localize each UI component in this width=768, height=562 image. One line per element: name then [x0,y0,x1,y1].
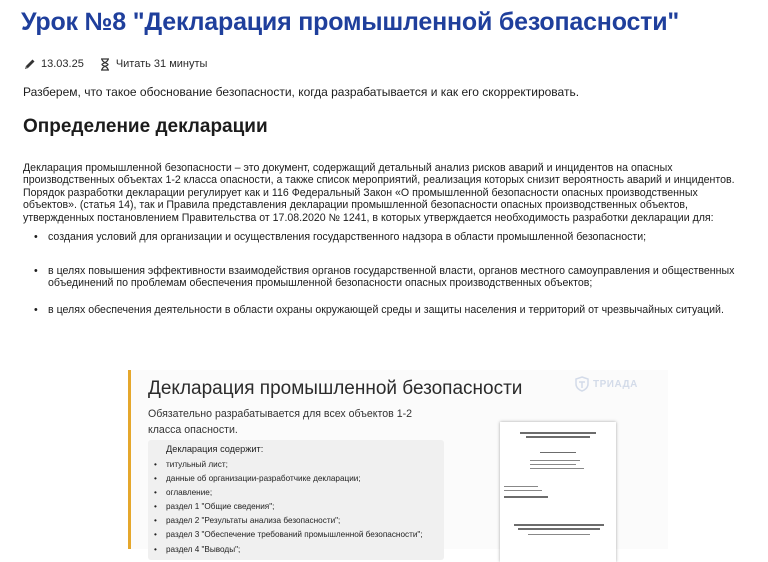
bullet-icon: • [34,231,38,243]
definition-paragraph [23,162,753,224]
slide-subtitle [148,406,412,438]
bullet-icon: • [34,265,38,277]
document-thumbnail [500,422,616,562]
paragraph-line: производственных объектах 1-2 класса опасности, а также список мероприятий, реализация которых снизит вероятность аварий и инцидентов. [23,174,735,187]
contents-item: • раздел 3 "Обеспечение требований промышленной безопасности"; [154,528,423,542]
date-meta [23,57,84,71]
contents-list [154,458,423,557]
read-time-text: Читать 31 минуты [115,58,208,70]
bullet-icon: • [34,304,38,316]
contents-item: • раздел 4 "Выводы"; [154,543,423,557]
contents-item: • данные об организации-разработчике декларации; [154,472,423,486]
shield-icon [574,376,590,392]
logo-text: ТРИАДА [593,378,638,390]
lead-text: Разберем, что такое обоснование безопасности, когда разрабатывается и как его скорректировать. [23,85,580,99]
paragraph-line: утвержденных постановлением Правительства от 17.08.2020 № 1241, в которых утверждается необходимость разработки декларации для: [23,211,714,224]
date-text: 13.03.25 [41,58,84,70]
paragraph-line: объектов». (статья 14), так и Правила представления декларации промышленной безопасности опасных производственных объектов, [23,199,688,212]
list-item [34,231,646,243]
slide-subtitle-line: Обязательно разрабатывается для всех объектов 1-2 [148,408,413,420]
contents-item: • оглавление; [154,486,423,500]
paragraph-line: Порядок разработки декларации регулирует как и 116 Федеральный Закон «О промышленной безопасности опасных производственных [23,186,698,199]
slide-subtitle-line: класса опасности. [148,424,238,436]
slide-accent-bar [128,370,131,549]
read-time-meta [98,57,208,71]
contents-heading: Декларация содержит: [166,444,264,454]
list-item [34,304,724,316]
declaration-slide-image [128,370,668,554]
list-item-text: создания условий для организации и осуществления государственного надзора в области промышленной безопасности; [48,231,647,243]
article-meta [23,57,221,71]
contents-item: • раздел 1 "Общие сведения"; [154,500,423,514]
triada-logo [574,376,638,392]
contents-box [148,440,444,560]
contents-item: • раздел 2 "Результаты анализа безопасности"; [154,514,423,528]
list-item-text: объединений по проблемам обеспечения промышленной безопасности опасных производственных объектов; [48,277,593,290]
list-item-text: в целях повышения эффективности взаимодействия органов государственной власти, органов местного самоуправления и общественных [48,265,735,277]
section-heading: Определение декларации [23,116,268,137]
paragraph-line: Декларация промышленной безопасности – это документ, содержащий детальный анализ рисков аварий и инцидентов на опасных [23,162,673,174]
list-item [34,265,734,290]
hourglass-icon [98,57,112,71]
slide-title: Декларация промышленной безопасности [148,378,523,399]
contents-item: • титульный лист; [154,458,423,472]
list-item-text: в целях обеспечения деятельности в области охраны окружающей среды и защиты населения и территорий от чрезвычайных ситуаций. [48,304,724,316]
pencil-icon [23,57,37,71]
page-title: Урок №8 "Декларация промышленной безопасности" [21,8,680,36]
